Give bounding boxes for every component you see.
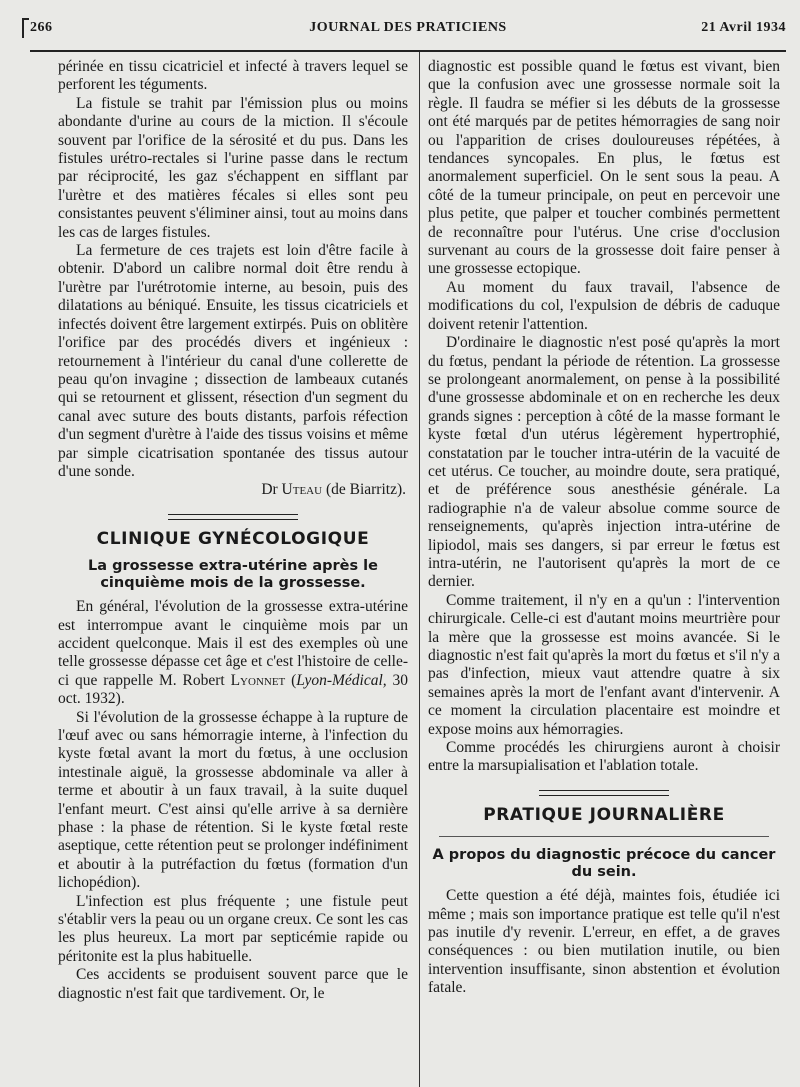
running-header [30, 14, 786, 52]
signature-name: Uteau [281, 481, 323, 499]
column-divider [419, 52, 420, 1087]
paragraph: Cette question a été déjà, maintes fois, étudiée ici même ; mais son importance pratique est telle qu'il n'est pas inutile d'y revenir. L'erreur, en effet, a de graves conséquences : ou bien mutilation inutile, ou bien intervention insuffisante, sinon abstention et évolution fatale. [428, 887, 780, 997]
journal-title: JOURNAL DES PRATICIENS [309, 20, 507, 35]
section-rule [439, 836, 769, 837]
article-title: La grossesse extra-utérine après le cinquième mois de la grossesse. [88, 558, 378, 592]
page-number: 266 [30, 20, 53, 35]
right-column [428, 58, 780, 998]
paragraph: Au moment du faux travail, l'absence de modifications du col, l'expulsion de débris de caduque doivent retenir l'attention. [428, 278, 780, 333]
paragraph: La fistule se trahit par l'émission plus ou moins abondante d'urine au cours de la miction. Il s'écoule souvent par l'orifice de la sérosité et du pus. Dans les fistules urétro-rectales si l'urine passe dans le rectum par réciprocité, les gaz s'échappent en sifflant par l'urètre et des matières fécales si elles sont peu consistantes peuvent s'éliminer ainsi, tout au moins dans les cas de larges fistules. [58, 94, 408, 241]
paragraph: périnée en tissu cicatriciel et infecté à travers lequel se perforent les téguments. [58, 58, 408, 94]
paragraph: En général, l'évolution de la grossesse extra-utérine est interrompue avant le cinquième mois par un accident quelconque. Mais il est des exemples où une telle grossesse dépasse cet âge et c'est l'histoire de celle-ci que rappelle M. Robert Lyonnet (Lyon-Médical, 30 oct. 1932). [58, 598, 409, 708]
signature-suffix: (de Biarritz). [325, 481, 406, 499]
paragraph: Comme procédés les chirurgiens auront à choisir entre la marsupialisation et l'ablation totale. [428, 739, 780, 775]
paragraph: L'infection est plus fréquente ; une fistule peut s'établir vers la peau ou un organe creux. Ce sont les cas les plus heureux. La mort par septicémie rapide ou péritonite est la plus habituelle. [58, 892, 408, 965]
section-separator [539, 790, 669, 796]
paragraph: Si l'évolution de la grossesse échappe à la rupture de l'œuf avec ou sans hémorragie interne, à l'infection du kyste fœtal avant la mort du fœtus, à une occlusion intestinale aiguë, la grossesse abdominale va aller à terme et aboutir à un faux travail, à la suite duquel l'enfant meurt. C'est ainsi qu'elle arrive à sa dernière phase : la phase de rétention. Si le kyste fœtal reste aseptique, cette rétention peut se prolonger indéfiniment et aboutir à la putréfaction du fœtus (formation d'un lichopédion). [58, 708, 408, 892]
paragraph: diagnostic est possible quand le fœtus est vivant, bien que la confusion avec une grossesse normale soit la règle. Il faudra se méfier si les débuts de la grossesse ont été marqués par de petites hémorragies de sang noir ou l'apparition de crises douloureuses répétées, à tendances syncopales. En plus, le fœtus est anormalement superficiel. On le sent sous la peau. A côté de la tumeur principale, on peut en percevoir une plus petite, que palper et toucher combinés permettent de reconnaître pour l'utérus. Une crise d'occlusion survenant au cours de la grossesse doit faire penser à une grossesse ectopique. [428, 58, 780, 278]
cited-journal: Lyon-Médical, [296, 671, 387, 689]
paragraph: Ces accidents se produisent souvent parce que le diagnostic n'est fait que tardivement. Or, le [58, 966, 408, 1002]
cited-date: 30 oct. 1932). [58, 671, 409, 708]
cited-author: Lyonnet [230, 671, 286, 689]
section-separator [168, 514, 298, 520]
paragraph: La fermeture de ces trajets est loin d'être facile à obtenir. D'abord un calibre normal doit être rendu à l'urètre par l'urétrotomie interne, au besoin, puis des dilatations au béniqué. Ensuite, les tissus cicatriciels et infectés doivent être largement extirpés. Puis on oblitère l'orifice par des procédés divers et ingénieux : retournement à l'intérieur du canal d'une collerette de peau qu'on invagine ; dissection de lambeaux cutanés qui se retournent et glissent, résection d'un segment du canal avec suture des bouts distants, parfois réfection d'un segment d'urètre à l'aide des tissus voisins et même par simple cicatrisation spontanée des tissus autour d'une sonde. [58, 242, 408, 480]
paragraph: D'ordinaire le diagnostic n'est posé qu'après la mort du fœtus, pendant la période de rétention. La grossesse se prolongeant anormalement, on pense à la possibilité d'une grossesse abdominale et on en recherche les deux grands signes : perception à côté de la masse formant le kyste fœtal d'un utérus légèrement hypertrophié, constatation par le toucher intra-utérin de la vacuité de cet utérus. Ce toucher, au moindre doute, sera pratiqué, et de préférence sous anesthésie générale. La radiographie n'a de valeur absolue comme source de renseignements, qu'après injection intra-utérine de lipiodol, mais ses dangers, si par erreur le fœtus est intra-utérin, ne l'autorisent qu'après la mort de ce dernier. [428, 334, 780, 591]
article-title: A propos du diagnostic précoce du cancer du sein. [432, 847, 776, 881]
paragraph-text: En général, l'évolution de la grossesse extra-utérine est interrompue avant le cinquième mois par un accident quelconque. Mais il est des exemples où une telle grossesse dépasse cet âge et c'est l'histoire de celle-ci que rappelle M. Robert [58, 598, 408, 689]
section-title: CLINIQUE GYNÉCOLOGIQUE [96, 528, 370, 549]
left-column [58, 58, 408, 1003]
section-title: PRATIQUE JOURNALIÈRE [483, 804, 725, 825]
author-signature [58, 481, 408, 499]
signature-prefix: Dr [261, 481, 278, 499]
issue-date: 21 Avril 1934 [701, 20, 786, 35]
paragraph: Comme traitement, il n'y en a qu'un : l'intervention chirurgicale. Celle-ci est d'autant moins meurtrière pour la mère que la grossesse est moins avancée. Si le diagnostic n'est fait qu'après la mort du fœtus et s'il n'y a pas d'infection, mieux vaut attendre quatre à six semaines après la mort de l'enfant avant d'intervenir. A ce moment la circulation placentaire est moindre et expose moins aux hémorragies. [428, 591, 780, 738]
